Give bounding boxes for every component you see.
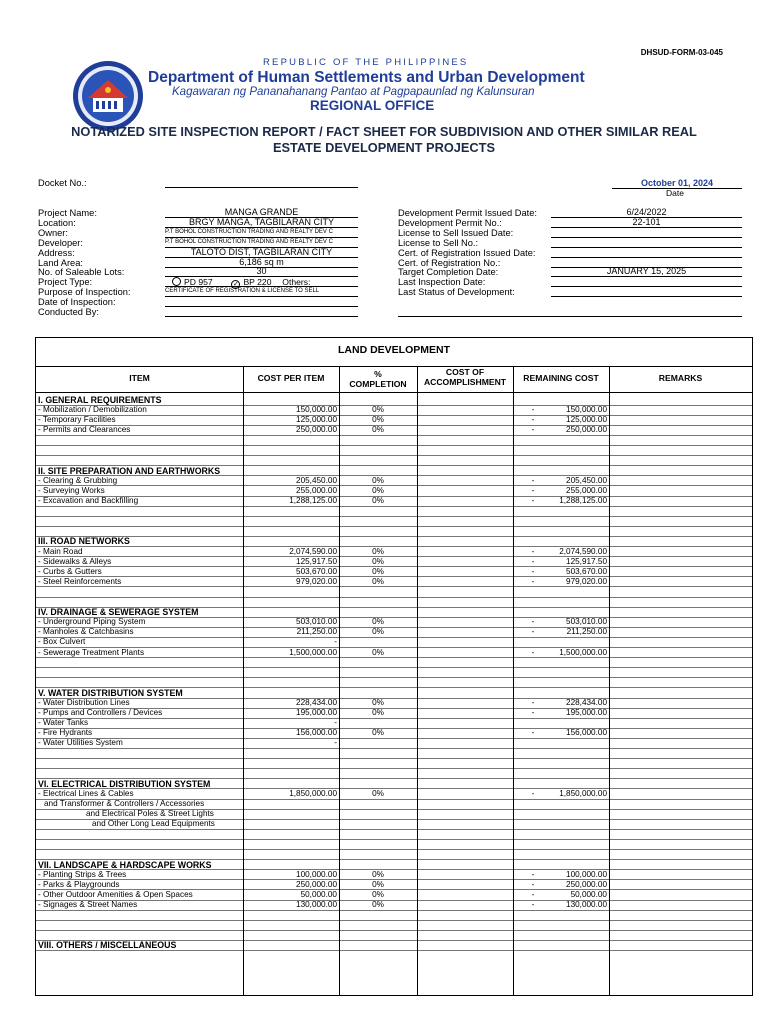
blank-row [36,516,752,526]
item-name: - Sidewalks & Alleys [38,556,112,566]
blank-row [36,435,752,445]
section-title: VIII. OTHERS / MISCELLANEOUS [38,940,177,951]
remaining-cost: 211,250.00 [566,627,607,637]
percent-completion: 0% [372,576,384,586]
percent-completion: 0% [372,617,384,627]
permit-field-label: Development Permit Issued Date: [398,208,537,218]
permit-field-label: License to Sell No.: [398,238,479,248]
cost-per-item: 1,850,000.00 [289,788,337,798]
cost-per-item: 503,670.00 [296,566,337,576]
remaining-cost [513,738,607,748]
field-value: P.T BOHOL CONSTRUCTION TRADING AND REALTY DEV C [165,227,358,238]
section-row [36,466,752,476]
table-row [36,415,752,425]
percent-completion: 0% [372,546,384,556]
form-code: DHSUD-FORM-03-045 [640,48,723,57]
table-row [36,557,752,567]
status-extra-line [398,306,742,317]
radio-pd957-icon[interactable] [172,277,181,286]
table-row [36,890,752,900]
field-label: Address: [38,248,75,258]
dhsud-seal-icon [72,60,144,132]
table-row [36,900,752,910]
docket-label: Docket No.: [38,178,87,188]
cost-of-accomplishment: - [531,485,535,495]
permit-field-value [551,286,742,297]
percent-completion: 0% [372,485,384,495]
cost-per-item: 50,000.00 [300,889,337,899]
land-development-table [35,337,753,996]
others-label: Others: [282,277,311,287]
item-name: - Electrical Lines & Cables [38,788,134,798]
item-name: - Water Distribution Lines [38,698,130,707]
field-value: 30 [165,266,358,277]
remaining-cost: 50,000.00 [570,889,607,899]
section-title: I. GENERAL REQUIREMENTS [38,395,162,405]
table-row [36,698,752,708]
field-value: CERTIFICATE OF REGISTRATION & LICENSE TO SELL [165,286,358,297]
blank-row [36,587,752,597]
percent-completion: 0% [372,627,384,637]
section-title: V. WATER DISTRIBUTION SYSTEM [38,687,183,698]
table-row [36,799,752,809]
item-name: - Manholes & Catchbasins [38,627,134,637]
remaining-cost: 125,000.00 [566,415,607,425]
table-row [36,880,752,890]
cost-per-item: 156,000.00 [296,728,337,738]
item-continuation: and Other Long Lead Equipments [92,819,215,829]
blank-row [36,920,752,930]
percent-completion: 0% [372,889,384,899]
radio-bp220-icon[interactable]: ✓ [233,281,239,288]
field-label: Project Name: [38,208,97,218]
blank-row [36,829,752,839]
remaining-cost: 2,074,590.00 [559,546,607,556]
percent-completion [339,718,417,728]
title-line-2: ESTATE DEVELOPMENT PROJECTS [272,140,496,155]
cost-of-accomplishment: - [531,708,535,718]
table-row [36,425,752,435]
field-value: BRGY MANGA, TAGBILARAN CITY [165,217,358,228]
item-name: - Underground Piping System [38,617,146,627]
col-cost-of-accomplishment: COST OF ACCOMPLISHMENT [423,367,507,387]
permit-field-label: Cert. of Registration No.: [398,258,501,268]
item-name: - Water Utilities System [38,738,123,748]
cost-per-item: - [334,738,337,748]
table-row [36,476,752,486]
table-row [36,718,752,728]
table-row [36,728,752,738]
field-label: Purpose of Inspection: [38,287,131,297]
table-row [36,738,752,748]
cost-of-accomplishment: - [531,889,535,899]
cost-of-accomplishment: - [531,405,535,415]
percent-completion: 0% [372,425,384,435]
percent-completion [339,637,417,647]
item-continuation: and Transformer & Controllers / Accessories [44,799,205,808]
field-value: P.T BOHOL CONSTRUCTION TRADING AND REALTY DEV C [165,237,358,248]
cost-of-accomplishment: - [531,900,535,909]
item-name: - Parks & Playgrounds [38,879,120,889]
permit-field-label: Development Permit No.: [398,218,502,228]
department-name: Department of Human Settlements and Urban Development [148,69,585,86]
item-name: - Clearing & Grubbing [38,475,118,485]
section-title: IV. DRAINAGE & SEWERAGE SYSTEM [38,607,199,618]
section-title: II. SITE PREPARATION AND EARTHWORKS [38,465,221,476]
percent-completion: 0% [372,475,384,485]
cost-per-item: 205,450.00 [296,475,337,485]
col-cost-per-item: COST PER ITEM [257,373,325,383]
item-name: - Temporary Facilities [38,415,116,425]
remaining-cost [513,718,607,728]
cost-of-accomplishment: - [531,415,535,425]
field-value: 6,186 sq m [165,257,358,268]
cost-per-item: 130,000.00 [296,900,337,909]
cost-of-accomplishment: - [531,728,535,738]
cost-per-item: - [334,637,337,647]
cost-of-accomplishment: - [531,647,535,657]
item-name: - Sewerage Treatment Plants [38,647,145,657]
item-name: - Permits and Clearances [38,425,131,435]
percent-completion: 0% [372,496,384,505]
blank-row [36,506,752,516]
section-row [36,536,752,546]
blank-row [36,446,752,456]
remaining-cost: 205,450.00 [566,475,607,485]
blank-row [36,759,752,769]
field-label: Date of Inspection: [38,297,116,307]
cost-of-accomplishment: - [531,496,535,505]
section-title: III. ROAD NETWORKS [38,536,130,547]
item-name: - Mobilization / Demobilization [38,405,147,415]
table-row [36,809,752,819]
section-row [36,779,752,789]
remaining-cost: 250,000.00 [566,425,607,435]
permit-field-value: 6/24/2022 [551,207,742,218]
table-row [36,637,752,647]
table-title: LAND DEVELOPMENT [337,344,450,356]
cost-per-item: - [334,718,337,728]
department-name-tagalog: Kagawaran ng Pananahanang Pantao at Pagpapaunlad ng Kalunsuran [172,86,535,98]
field-value: TALOTO DIST, TAGBILARAN CITY [165,247,358,258]
permit-field-label: Cert. of Registration Issued Date: [398,248,536,258]
remaining-cost: 1,850,000.00 [559,788,607,798]
row-divider [36,950,752,951]
percent-completion: 0% [372,405,384,415]
blank-row [36,658,752,668]
field-label: No. of Saleable Lots: [38,267,125,277]
cost-of-accomplishment: - [531,546,535,556]
blank-row [36,526,752,536]
table-row [36,708,752,718]
field-label: Developer: [38,238,83,248]
section-row [36,607,752,617]
section-title: VII. LANDSCAPE & HARDSCAPE WORKS [38,859,212,870]
item-name: - Excavation and Backfilling [38,496,139,505]
percent-completion: 0% [372,708,384,718]
blank-row [36,456,752,466]
cost-per-item: 250,000.00 [296,425,337,435]
percent-completion: 0% [372,556,384,566]
blank-row [36,769,752,779]
item-name: - Surveying Works [38,485,105,495]
item-name: - Box Culvert [38,637,86,647]
percent-completion: 0% [372,698,384,707]
table-row [36,819,752,829]
field-value: MANGA GRANDE [165,207,358,218]
remaining-cost: 100,000.00 [566,869,607,879]
remaining-cost: 250,000.00 [566,879,607,889]
report-date: October 01, 2024 [612,178,742,189]
item-name: - Steel Reinforcements [38,576,122,586]
cost-of-accomplishment: - [531,617,535,627]
item-name: - Main Road [38,546,83,556]
remaining-cost: 125,917.50 [566,556,607,566]
project-type-options [172,277,310,289]
cost-of-accomplishment: - [531,425,535,435]
title-line-1: NOTARIZED SITE INSPECTION REPORT / FACT SHEET FOR SUBDIVISION AND OTHER SIMILAR REAL [71,124,697,139]
table-row [36,789,752,799]
section-row [36,395,752,405]
item-name: - Other Outdoor Amenities & Open Spaces [38,889,193,899]
field-label: Owner: [38,228,68,238]
remaining-cost: 156,000.00 [566,728,607,738]
table-row [36,617,752,627]
cost-of-accomplishment: - [531,879,535,889]
cost-per-item: 228,434.00 [296,698,337,707]
field-label: Location: [38,218,76,228]
percent-completion: 0% [372,647,384,657]
permit-field-label: Last Status of Development: [398,287,515,297]
item-continuation: and Electrical Poles & Street Lights [86,809,214,819]
cost-per-item: 979,020.00 [296,576,337,586]
item-name: - Pumps and Controllers / Devices [38,708,163,718]
cost-of-accomplishment: - [531,788,535,798]
blank-row [36,668,752,678]
table-row [36,496,752,506]
blank-row [36,910,752,920]
republic-heading: REPUBLIC OF THE PHILIPPINES [263,57,469,68]
percent-completion: 0% [372,728,384,738]
field-value [165,306,358,317]
field-label: Conducted By: [38,307,99,317]
col-pct-completion: % COMPLETION [349,369,407,389]
cost-of-accomplishment: - [531,698,535,707]
date-label: Date [666,188,684,198]
docket-value [165,177,358,188]
item-name: - Water Tanks [38,718,89,728]
cost-per-item: 211,250.00 [296,627,337,637]
section-row [36,860,752,870]
cost-of-accomplishment: - [531,627,535,637]
cost-per-item: 1,500,000.00 [289,647,337,657]
cost-per-item: 125,000.00 [296,415,337,425]
cost-of-accomplishment: - [531,576,535,586]
section-title: VI. ELECTRICAL DISTRIBUTION SYSTEM [38,778,211,789]
item-name: - Fire Hydrants [38,728,93,738]
permit-field-value: JANUARY 15, 2025 [551,266,742,277]
cost-per-item: 100,000.00 [296,869,337,879]
section-row [36,940,752,950]
percent-completion [339,738,417,748]
blank-row [36,839,752,849]
permit-field-label: License to Sell Issued Date: [398,228,514,238]
bp220-label: BP 220 [243,277,272,287]
section-row [36,688,752,698]
pd957-label: PD 957 [184,277,213,287]
cost-of-accomplishment: - [531,475,535,485]
percent-completion: 0% [372,566,384,576]
item-name: - Planting Strips & Trees [38,869,127,879]
blank-row [36,678,752,688]
table-row [36,405,752,415]
cost-per-item: 2,074,590.00 [289,546,337,556]
table-row [36,627,752,637]
remaining-cost: 195,000.00 [566,708,607,718]
permit-field-label: Target Completion Date: [398,267,499,277]
remaining-cost: 130,000.00 [566,900,607,909]
remaining-cost [513,637,607,647]
table-row [36,870,752,880]
cost-of-accomplishment: - [531,869,535,879]
field-label: Project Type: [38,277,93,287]
cost-per-item: 250,000.00 [296,879,337,889]
cost-of-accomplishment: - [531,566,535,576]
table-row [36,648,752,658]
field-label: Land Area: [38,258,83,268]
table-row [36,577,752,587]
blank-row [36,597,752,607]
blank-row [36,850,752,860]
table-row [36,486,752,496]
cost-per-item: 255,000.00 [296,485,337,495]
remaining-cost: 503,670.00 [566,566,607,576]
percent-completion: 0% [372,788,384,798]
percent-completion: 0% [372,415,384,425]
cost-per-item: 1,288,125.00 [289,496,337,505]
remaining-cost: 979,020.00 [566,576,607,586]
permit-field-value: 22-101 [551,217,742,228]
col-remaining-cost: REMAINING COST [523,373,599,383]
document-title [30,124,738,156]
remaining-cost: 1,500,000.00 [559,647,607,657]
office-name: REGIONAL OFFICE [310,98,435,113]
item-name: - Curbs & Gutters [38,566,102,576]
col-item: ITEM [129,373,150,383]
cost-per-item: 503,010.00 [296,617,337,627]
percent-completion: 0% [372,879,384,889]
cost-of-accomplishment: - [531,556,535,566]
col-remarks: REMARKS [658,373,703,383]
remaining-cost: 255,000.00 [566,485,607,495]
item-name: - Signages & Street Names [38,900,138,909]
blank-row [36,749,752,759]
permit-field-label: Last Inspection Date: [398,277,486,287]
table-row [36,547,752,557]
cost-per-item: 150,000.00 [296,405,337,415]
remaining-cost: 503,010.00 [566,617,607,627]
percent-completion: 0% [372,869,384,879]
cost-per-item: 125,917.50 [296,556,337,566]
remaining-cost: 1,288,125.00 [559,496,607,505]
cost-per-item: 195,000.00 [296,708,337,718]
blank-row [36,930,752,940]
percent-completion: 0% [372,900,384,909]
table-row [36,567,752,577]
remaining-cost: 150,000.00 [566,405,607,415]
remaining-cost: 228,434.00 [566,698,607,707]
